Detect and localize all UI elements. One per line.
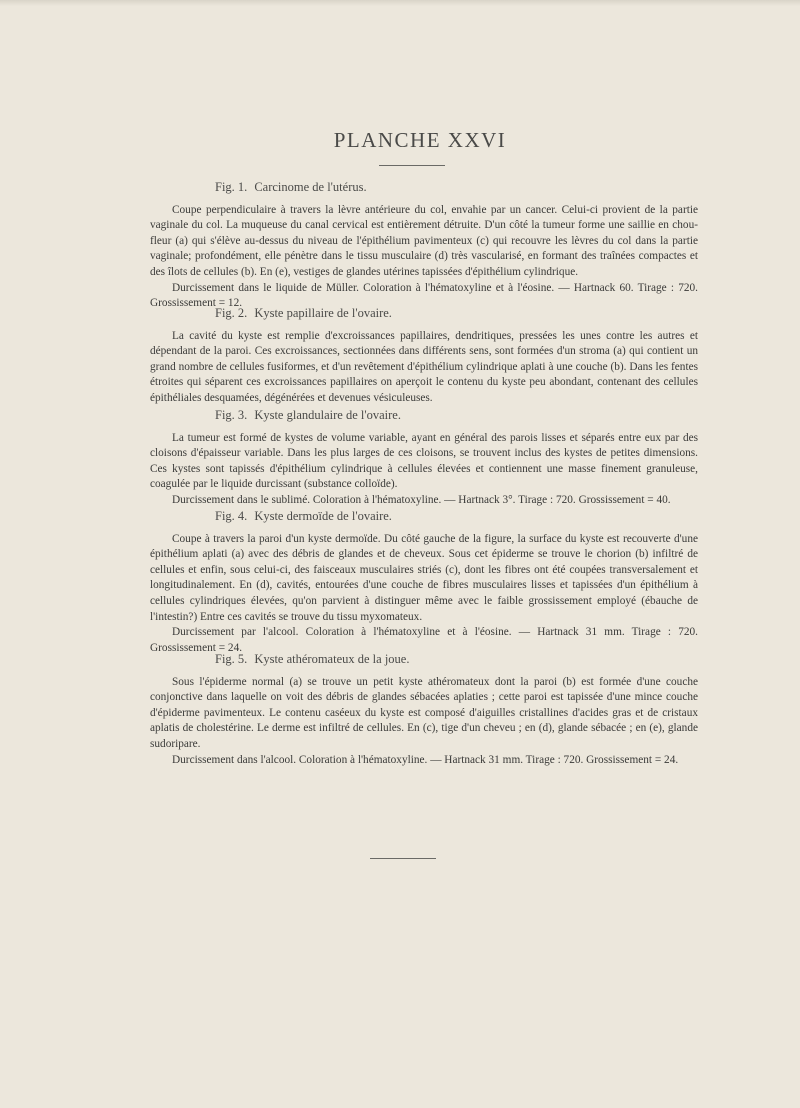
figure-1-title: Carcinome de l'utérus. [254,180,367,194]
figure-4-number: Fig. 4. [215,509,248,523]
figure-1-heading [150,180,698,196]
figure-5-number: Fig. 5. [215,652,248,666]
figure-4-title: Kyste dermoïde de l'ovaire. [254,509,392,523]
figure-3-heading [150,408,698,424]
figure-1-number: Fig. 1. [215,180,248,194]
figure-1-preparation: Durcissement dans le liquide de Müller. Coloration à l'hématoxyline et à l'éosine. — Hartnack 60. Tirage : 720. Grossissement = 12. [150,281,698,310]
figure-4-heading [150,509,698,525]
figure-3-description: La tumeur est formé de kystes de volume variable, ayant en général des parois lisses et séparés entre eux par des cloisons d'épaisseur variable. Dans les plus larges de ces cloisons, se trouvent inclus des kystes de petites dimensions. Ces kystes sont tapissés d'épithélium cylindrique à cellules élevées et contiennent une masse finement granuleuse, coagulée par le liquide durcissant (substance colloïde). [150,431,698,491]
figure-5-section [150,652,698,768]
plate-title: PLANCHE XXVI [333,128,507,152]
figure-2-description: La cavité du kyste est remplie d'excroissances papillaires, dendritiques, pressées les unes contre les autres et dépendant de la paroi. Ces excroissances, sectionnées dans différents sens, sont formées d'un stroma (a) qui contient un grand nombre de cellules fusiformes, et d'un revêtement d'épithélium cylindrique aplati à une couche (b). Dans les fentes étroites qui séparent ces excroissances papillaires on aperçoit le contenu du kyste peu abondant, contenant des cellules épithéliales desquamées, dégénérées et devenues vésiculeuses. [150,329,698,404]
figure-2-number: Fig. 2. [215,306,248,320]
figure-5-title: Kyste athéromateux de la joue. [254,652,410,666]
figure-1-description: Coupe perpendiculaire à travers la lèvre antérieure du col, envahie par un cancer. Celui-ci provient de la partie vaginale du col. La muqueuse du canal cervical est entièrement détruite. D'un côté la tumeur forme une saillie en chou-fleur (a) qui s'élève au-dessus du niveau de l'épithélium pavimenteux (c) qui recouvre les lèvres du col dans la partie vaginale; profondément, elle pénètre dans le tissu musculaire (d) très vascularisé, en formant des traînées compactes et des îlots de cellules (b). En (e), vestiges de glandes utérines tapissées d'épithélium cylindrique. [150,203,698,278]
figure-2-title: Kyste papillaire de l'ovaire. [254,306,392,320]
page-top-edge [0,0,800,6]
figure-2-section [150,306,698,407]
figure-5-description: Sous l'épiderme normal (a) se trouve un petit kyste athéromateux dont la paroi (b) est formée d'une couche conjonctive dans laquelle on voit des débris de glandes sébacées aplaties ; cette paroi est tapissée d'une mince couche d'épiderme pavimenteux. Le contenu caséeux du kyste est composé d'aiguilles cristallines d'acides gras et de cristaux aplatis de cholestérine. Le derme est infiltré de cellules. En (c), tige d'un cheveu ; en (d), glande sébacée ; en (e), glande sudoripare. [150,675,698,750]
closing-divider [370,858,436,859]
figure-3-section [150,408,698,509]
figure-3-number: Fig. 3. [215,408,248,422]
title-divider [379,165,445,166]
figure-5-heading [150,652,698,668]
figure-4-section [150,509,698,656]
figure-4-preparation: Durcissement par l'alcool. Coloration à l'hématoxyline et à l'éosine. — Hartnack 31 mm. Tirage : 720. Grossissement = 24. [150,626,698,654]
figure-1-section [150,180,698,312]
figure-3-title: Kyste glandulaire de l'ovaire. [254,408,401,422]
figure-3-preparation: Durcissement dans le sublimé. Coloration à l'hématoxyline. — Hartnack 3°. Tirage : 720. Grossissement = 40. [172,493,671,506]
figure-5-preparation: Durcissement dans l'alcool. Coloration à l'hématoxyline. — Hartnack 31 mm. Tirage : 720. Grossissement = 24. [172,753,679,766]
figure-2-heading [150,306,698,322]
figure-4-description: Coupe à travers la paroi d'un kyste dermoïde. Du côté gauche de la figure, la surface du kyste est recouverte d'une épithélium aplati (a) avec des débris de glandes et de cheveux. Sous cet épiderme se trouve le chorion (b) infiltré de cellules et enfin, sous celui-ci, des faisceaux musculaires striés (c), dont les fibres ont été coupées transversalement et longitudinalement. En (d), cavités, entourées d'une couche de fibres musculaires lisses et tapissées d'un épithélium à cellules cylindriques élevées, qu'on parvient à distinguer même avec le faible grossissement employé (ébauche de l'intestin?) Entre ces cavités se trouve du tissu myxomateux. [150,532,698,623]
